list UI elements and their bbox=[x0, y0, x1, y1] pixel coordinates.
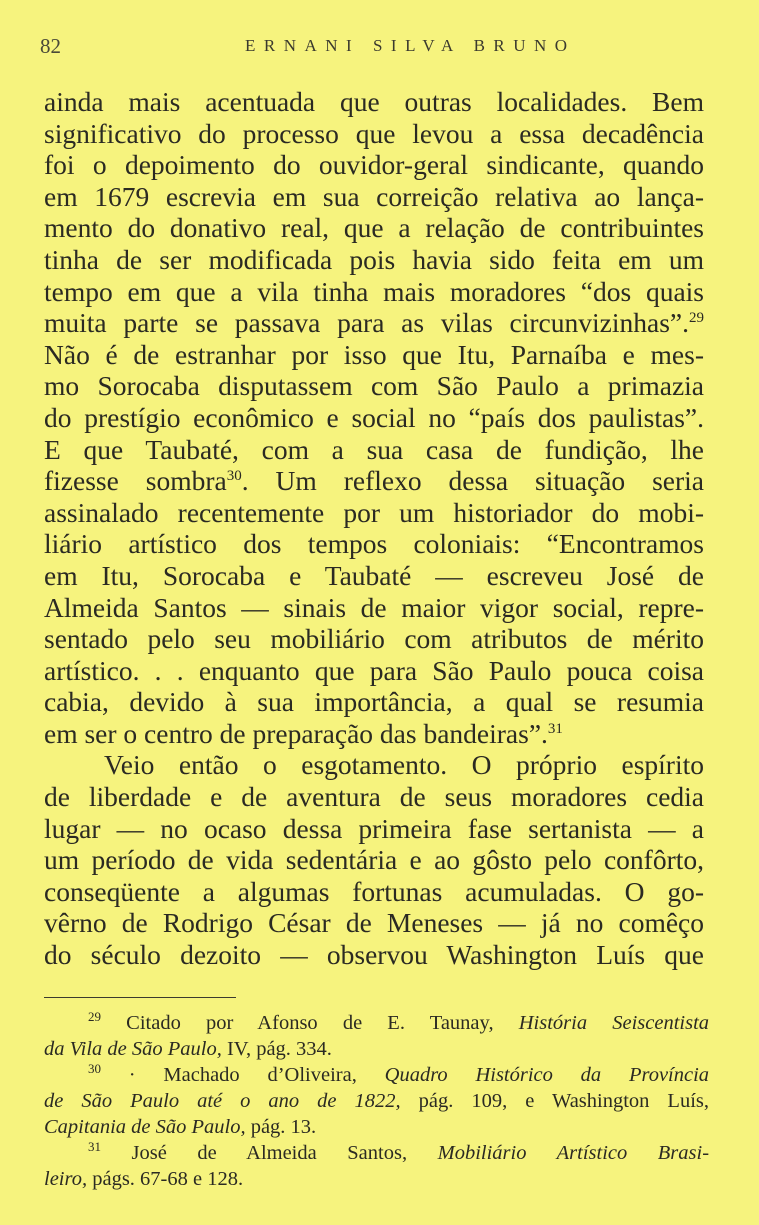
text-line bbox=[44, 307, 704, 339]
text-line: cabia, devido à sua importância, a qual se resumia bbox=[44, 686, 704, 718]
text-line: artístico. . . enquanto que para São Paulo pouca coisa bbox=[44, 654, 704, 686]
footnote-number: 29 bbox=[88, 1009, 101, 1025]
book-title: de São Paulo até o ano de 1822, bbox=[44, 1090, 401, 1112]
footnote-number: 31 bbox=[88, 1139, 101, 1155]
text-line: mento do donativo real, que a relação de contribuintes bbox=[44, 212, 704, 244]
text-line-content: em ser o centro de preparação das bandeiras”. bbox=[44, 717, 548, 749]
text-line: em Itu, Sorocaba e Taubaté — escreveu José de bbox=[44, 559, 704, 591]
footnote-number: 30 bbox=[88, 1061, 101, 1077]
text-line: sentado pelo seu mobiliário com atributos de mérito bbox=[44, 623, 704, 655]
footnote-30: $^{30}$ · Machado d’Oliveira, Quadro Histórico da Província bbox=[88, 1061, 710, 1086]
book-title: Quadro Histórico da Província bbox=[384, 1064, 710, 1086]
text-line: do prestígio econômico e social no “país dos paulistas”. bbox=[44, 401, 704, 433]
footnote-divider bbox=[44, 997, 236, 998]
text-line-content: fizesse sombra bbox=[44, 465, 227, 497]
text-line: mo Sorocaba disputassem com São Paulo a primazia bbox=[44, 370, 704, 402]
text-line: Não é de estranhar por isso que Itu, Parnaíba e mes- bbox=[44, 338, 704, 370]
text-line: tinha de ser modificada pois havia sido feita em um bbox=[44, 243, 704, 275]
text-line bbox=[44, 718, 704, 750]
footnote-ref-31[interactable]: 31 bbox=[547, 720, 563, 737]
text-line: vêrno de Rodrigo César de Meneses — já no comêço bbox=[44, 907, 704, 939]
footnote-30-cont: Capitania de São Paulo, pág. 13. bbox=[44, 1116, 317, 1138]
footnote-29: $^{29}$ Citado por Afonso de E. Taunay, História Seiscentista bbox=[88, 1009, 710, 1034]
text-line: E que Taubaté, com a sua casa de fundição, lhe bbox=[44, 433, 704, 465]
footnote-31-cont: leiro, págs. 67-68 e 128. bbox=[44, 1168, 244, 1190]
text-line-content: . Um reflexo dessa situação seria bbox=[241, 465, 704, 497]
running-title: ERNANI SILVA BRUNO bbox=[245, 36, 576, 55]
text-line: assinalado recentemente por um historiador do mobi- bbox=[44, 496, 704, 528]
book-title: História Seiscentista bbox=[518, 1012, 710, 1034]
text-line: lugar — no ocaso dessa primeira fase sertanista — a bbox=[44, 812, 704, 844]
book-title: da Vila de São Paulo, bbox=[44, 1038, 222, 1060]
footnotes bbox=[44, 1010, 709, 1192]
footnote-ref-29[interactable]: 29 bbox=[689, 310, 704, 326]
footnote-29-cont: da Vila de São Paulo, IV, pág. 334. bbox=[44, 1038, 332, 1060]
book-title: leiro, bbox=[44, 1168, 88, 1190]
text-line: ainda mais acentuada que outras localidades. Bem bbox=[44, 86, 704, 117]
text-line: foi o depoimento do ouvidor-geral sindicante, quando bbox=[44, 149, 704, 181]
text-line: Almeida Santos — sinais de maior vigor social, repre- bbox=[44, 591, 704, 623]
text-line bbox=[44, 465, 704, 497]
text-line: liário artístico dos tempos coloniais: “Encontramos bbox=[44, 528, 704, 560]
text-line: do século dezoito — observou Washington Luís que bbox=[44, 939, 704, 971]
footnote-ref-30[interactable]: 30 bbox=[226, 467, 242, 484]
text-line: conseqüente a algumas fortunas acumuladas. O go- bbox=[44, 875, 704, 907]
text-line: de liberdade e de aventura de seus moradores cedia bbox=[44, 781, 704, 813]
book-title: Mobiliário Artístico Brasi- bbox=[437, 1142, 710, 1164]
text-line: Veio então o esgotamento. O próprio espírito bbox=[104, 749, 704, 781]
text-line-content: muita parte se passava para as vilas circunvizinhas”. bbox=[44, 307, 689, 339]
text-line: em 1679 escrevia em sua correição relativa ao lança- bbox=[44, 180, 704, 212]
running-header bbox=[40, 30, 719, 62]
main-text bbox=[44, 86, 704, 971]
footnote-31: $^{31}$ José de Almeida Santos, Mobiliário Artístico Brasi- bbox=[88, 1139, 710, 1164]
footnote-30-cont: de São Paulo até o ano de 1822, pág. 109, e Washington Luís, bbox=[44, 1090, 710, 1112]
text-line: um período de vida sedentária e ao gôsto pelo confôrto, bbox=[44, 844, 704, 876]
text-line: significativo do processo que levou a essa decadência bbox=[44, 117, 704, 149]
book-title: Capitania de São Paulo, bbox=[44, 1116, 246, 1138]
page-number: 82 bbox=[40, 34, 61, 58]
text-line: tempo em que a vila tinha mais moradores “dos quais bbox=[44, 275, 704, 307]
